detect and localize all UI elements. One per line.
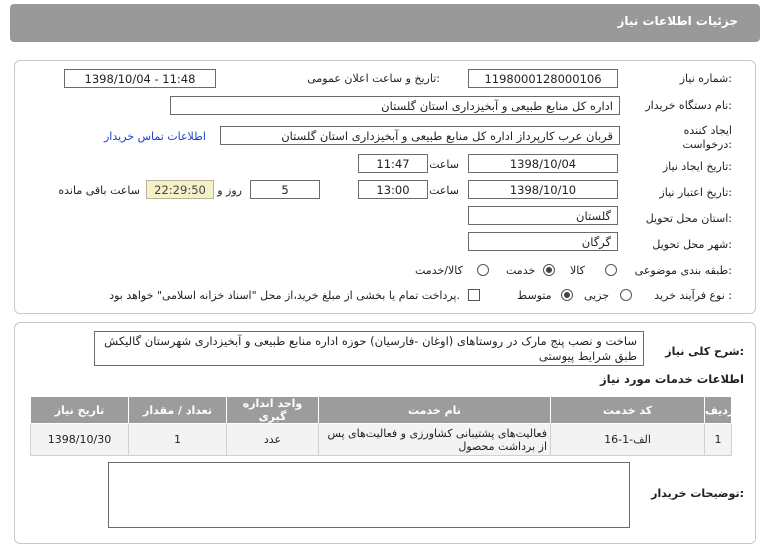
general-desc-field[interactable]: ساخت و نصب پنج مارک در روستاهای (اوغان -فارسیان) حوزه اداره منابع طبیعی و آبخیزداری شهرستان گالیکش طبق شرایط پیوستی [94, 331, 644, 366]
announce-datetime-label: تاریخ و ساعت اعلان عمومی: [307, 72, 440, 85]
created-date-label: تاریخ ایجاد نیاز: [662, 160, 732, 173]
treasury-checkbox[interactable] [468, 289, 480, 301]
category-label: طبقه بندی موضوعی: [634, 264, 732, 277]
page-header [10, 4, 760, 42]
table-row [31, 424, 732, 456]
remaining-time-field: 22:29:50 [146, 180, 214, 199]
remaining-days-field[interactable]: 5 [250, 180, 320, 199]
cell-unit: عدد [227, 424, 319, 456]
category-radio-goods[interactable] [605, 264, 617, 276]
province-label: استان محل تحویل: [645, 212, 732, 225]
created-time-field[interactable]: 11:47 [358, 154, 428, 173]
col-service-name: نام خدمت [319, 397, 551, 424]
cell-row-number: 1 [705, 424, 732, 456]
services-section-title: اطلاعات خدمات مورد نیاز [600, 372, 744, 386]
remaining-time-label: ساعت باقی مانده [58, 184, 140, 197]
category-radio-goods-service[interactable] [477, 264, 489, 276]
created-time-label: ساعت [429, 158, 459, 171]
days-label: روز و [217, 184, 242, 197]
city-field[interactable]: گرگان [468, 232, 618, 251]
city-label: شهر محل تحویل: [652, 238, 732, 251]
process-type-label: نوع فرآیند خرید : [654, 289, 732, 302]
validity-date-label: تاریخ اعتبار نیاز: [659, 186, 732, 199]
process-option-minor: جزیی [584, 289, 610, 302]
general-desc-label: شرح کلی نیاز: [665, 345, 744, 358]
province-field[interactable]: گلستان [468, 206, 618, 225]
col-need-date: تاریخ نیاز [31, 397, 129, 424]
category-option-service: خدمت [506, 264, 536, 277]
created-date-field[interactable]: 1398/10/04 [468, 154, 618, 173]
requester-field[interactable]: قربان عرب کارپرداز اداره کل منابع طبیعی و آبخیزداری استان گلستان [220, 126, 620, 145]
process-radio-medium[interactable] [561, 289, 573, 301]
need-number-label: شماره نیاز: [679, 72, 732, 85]
need-number-field[interactable]: 1198000128000106 [468, 69, 618, 88]
col-quantity: تعداد / مقدار [129, 397, 227, 424]
buyer-contact-link[interactable]: اطلاعات تماس خریدار [104, 130, 206, 143]
process-option-medium: متوسط [517, 289, 552, 302]
buyer-notes-field[interactable] [108, 462, 630, 528]
page-title: جزئیات اطلاعات نیاز [617, 14, 738, 28]
treasury-note: پرداخت تمام یا بخشی از مبلغ خرید،از محل "اسناد خزانه اسلامی" خواهد بود. [109, 289, 460, 302]
announce-datetime-field[interactable]: 1398/10/04 - 11:48 [64, 69, 216, 88]
cell-service-code: الف-1-16 [551, 424, 705, 456]
requester-label-line2: درخواست: [682, 138, 732, 151]
buyer-org-field[interactable]: اداره کل منابع طبیعی و آبخیزداری استان گلستان [170, 96, 620, 115]
cell-service-name: فعالیت‌های پشتیبانی کشاورزی و فعالیت‌های پس از برداشت محصول [319, 424, 551, 456]
buyer-org-label: نام دستگاه خریدار: [645, 99, 732, 112]
requester-label-line1: ایجاد کننده [683, 124, 732, 137]
validity-time-field[interactable]: 13:00 [358, 180, 428, 199]
cell-need-date: 1398/10/30 [31, 424, 129, 456]
process-radio-minor[interactable] [620, 289, 632, 301]
col-unit: واحد اندازه گیری [227, 397, 319, 424]
services-table [30, 396, 735, 456]
validity-date-field[interactable]: 1398/10/10 [468, 180, 618, 199]
category-radio-service[interactable] [543, 264, 555, 276]
category-option-goods-service: کالا/خدمت [415, 264, 463, 277]
buyer-notes-label: توضیحات خریدار: [651, 487, 744, 500]
cell-quantity: 1 [129, 424, 227, 456]
col-service-code: کد خدمت [551, 397, 705, 424]
col-row-number: ردیف [705, 397, 732, 424]
category-option-goods: کالا [570, 264, 585, 277]
validity-time-label: ساعت [429, 184, 459, 197]
services-table-header [31, 397, 732, 424]
